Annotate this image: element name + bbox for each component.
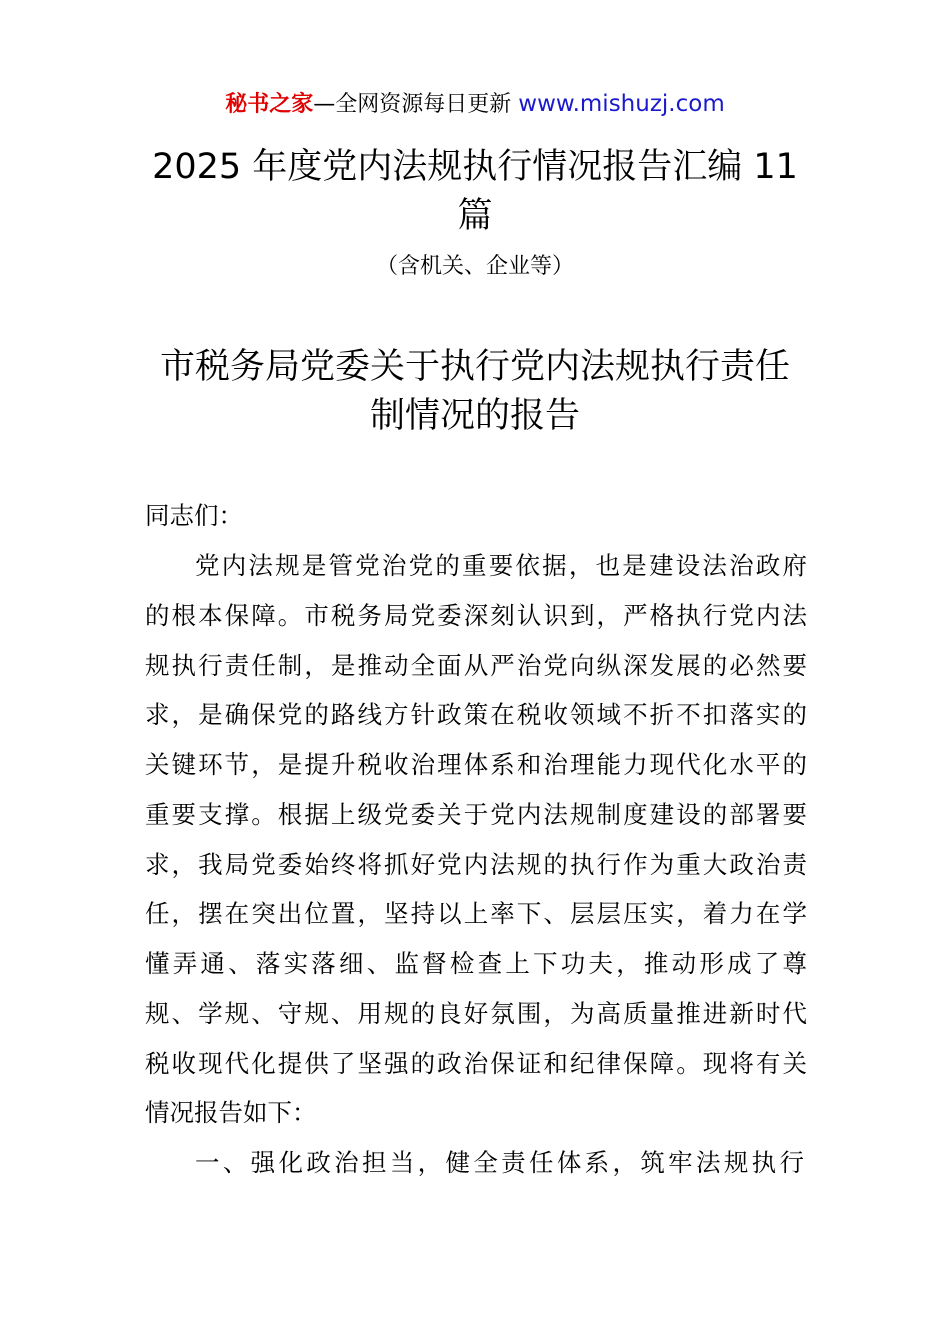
paragraph-line: 懂弄通、落实落细、监督检查上下功夫，推动形成了尊 xyxy=(145,949,807,978)
collection-title-line2: 篇 xyxy=(457,196,493,236)
paragraph-line: 的根本保障。市税务局党委深刻认识到，严格执行党内法 xyxy=(145,601,807,630)
report-title-line1: 市税务局党委关于执行党内法规执行责任 xyxy=(159,347,790,387)
collection-title-line1: 2025 年度党内法规执行情况报告汇编 11 xyxy=(152,147,798,187)
site-banner xyxy=(0,89,950,120)
site-url-link[interactable]: www.mishuzj.com xyxy=(518,91,725,117)
paragraph-line: 重要支撑。根据上级党委关于党内法规制度建设的部署要 xyxy=(145,800,807,829)
paragraph-line: 任，摆在突出位置，坚持以上率下、层层压实，着力在学 xyxy=(145,899,807,928)
greeting: 同志们： xyxy=(145,501,243,530)
report-title-line2: 制情况的报告 xyxy=(369,396,580,436)
paragraph-line: 规、学规、守规、用规的良好氛围，为高质量推进新时代 xyxy=(145,999,807,1028)
section-1-heading: 一、强化政治担当，健全责任体系，筑牢法规执行 xyxy=(195,1148,807,1177)
paragraph-line: 规执行责任制，是推动全面从严治党向纵深发展的必然要 xyxy=(145,651,807,680)
paragraph-line: 党内法规是管党治党的重要依据，也是建设法治政府 xyxy=(195,551,807,580)
paragraph-line: 情况报告如下： xyxy=(145,1098,317,1127)
paragraph-line: 求，是确保党的路线方针政策在税收领域不折不扣落实的 xyxy=(145,700,807,729)
banner-tagline: —全网资源每日更新 xyxy=(313,92,519,117)
paragraph-line: 关键环节，是提升税收治理体系和治理能力现代化水平的 xyxy=(145,750,807,779)
brand-name: 秘书之家 xyxy=(225,92,314,117)
paragraph-line: 税收现代化提供了坚强的政治保证和纪律保障。现将有关 xyxy=(145,1049,807,1078)
paragraph-line: 求，我局党委始终将抓好党内法规的执行作为重大政治责 xyxy=(145,850,807,879)
collection-subtitle: （含机关、企业等） xyxy=(375,254,574,279)
